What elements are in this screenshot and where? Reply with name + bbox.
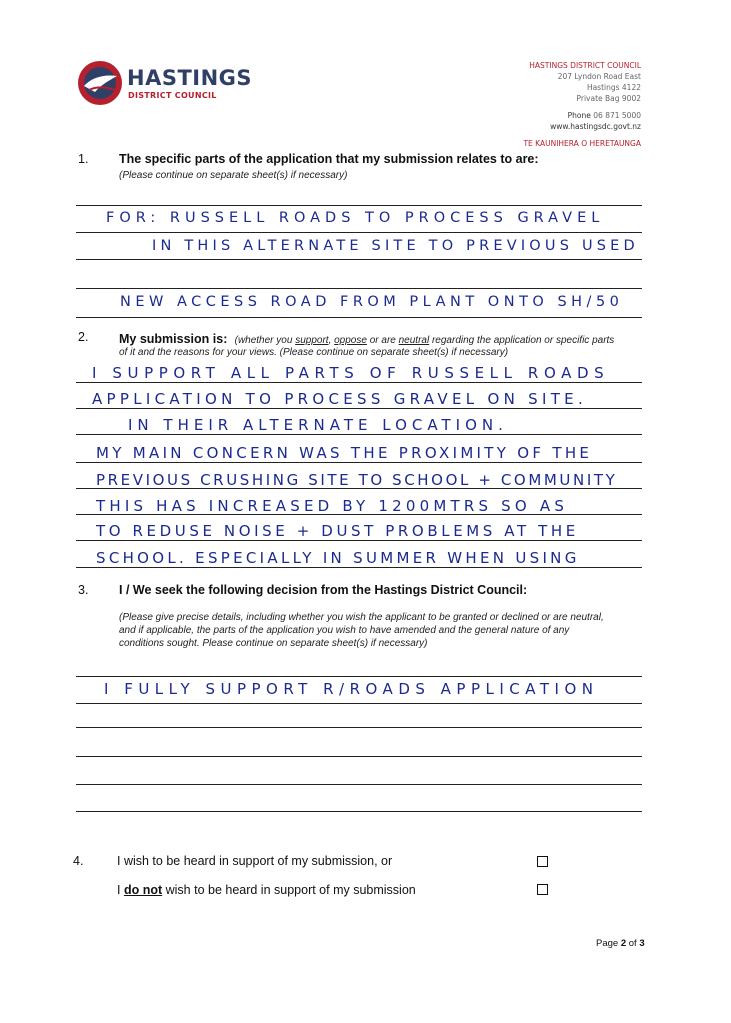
answer-line xyxy=(76,540,642,541)
phone-label: Phone xyxy=(567,111,591,120)
answer-line xyxy=(76,317,642,318)
answer-line xyxy=(76,205,642,206)
q4-option-text: I xyxy=(117,883,124,897)
q4-option-not-heard xyxy=(117,883,416,897)
q3-number: 3. xyxy=(78,583,89,597)
page-total: 3 xyxy=(639,938,645,949)
handwritten-answer: NEW ACCESS ROAD FROM PLANT ONTO SH/50 xyxy=(120,294,624,310)
phone-line xyxy=(470,110,641,121)
council-address-block xyxy=(470,60,641,149)
q3-note-line: conditions sought. Please continue on separate sheet(s) if necessary) xyxy=(119,638,428,649)
not-heard-checkbox[interactable] xyxy=(537,884,548,895)
handwritten-answer: APPLICATION TO PROCESS GRAVEL ON SITE. xyxy=(92,390,588,408)
answer-line xyxy=(76,727,642,728)
q1-number: 1. xyxy=(78,152,89,166)
q3-note xyxy=(119,611,645,650)
handwritten-answer: TO REDUSE NOISE + DUST PROBLEMS AT THE xyxy=(96,522,579,540)
phone-number: 06 871 5000 xyxy=(593,111,641,120)
answer-line xyxy=(76,288,642,289)
q4-option-text: wish to be heard in support of my submission xyxy=(162,883,416,897)
q2-number: 2. xyxy=(78,330,89,344)
q2-note-text: regarding the application or specific parts xyxy=(429,335,615,346)
q2-note-paren: ( xyxy=(234,335,238,346)
website: www.hastingsdc.govt.nz xyxy=(550,122,641,131)
answer-line xyxy=(76,408,642,409)
page-number xyxy=(596,938,645,949)
answer-line xyxy=(76,462,642,463)
handwritten-answer: FOR: RUSSELL ROADS TO PROCESS GRAVEL xyxy=(106,210,605,226)
q3-title: I / We seek the following decision from the Hastings District Council: xyxy=(119,583,528,597)
handwritten-answer: THIS HAS INCREASED BY 1200MTRS SO AS xyxy=(96,497,569,515)
handwritten-answer: PREVIOUS CRUSHING SITE TO SCHOOL + COMMUNITY xyxy=(96,471,618,489)
handwritten-answer: IN THEIR ALTERNATE LOCATION. xyxy=(128,416,508,434)
page-current: 2 xyxy=(620,938,627,949)
logo-name: HASTINGS xyxy=(127,66,253,90)
page-of: of xyxy=(626,938,640,949)
address-line: Private Bag 9002 xyxy=(576,94,641,103)
handwritten-answer: I SUPPORT ALL PARTS OF RUSSELL ROADS xyxy=(92,364,610,382)
address-line: 207 Lyndon Road East xyxy=(557,72,641,81)
answer-line xyxy=(76,784,642,785)
q4-option-emphasis: do not xyxy=(123,883,163,897)
answer-line xyxy=(76,434,642,435)
q4-number: 4. xyxy=(73,854,84,868)
address-line: Hastings 4122 xyxy=(586,83,641,92)
maori-name: TE KAUNIHERA O HERETAUNGA xyxy=(523,139,641,148)
q3-note-line: (Please give precise details, including whether you wish the applicant to be granted or declined or are neutral, xyxy=(119,612,604,623)
q2-note-comma: , xyxy=(328,335,335,346)
handwritten-answer: SCHOOL. ESPECIALLY IN SUMMER WHEN USING xyxy=(96,549,580,567)
council-name: HASTINGS DISTRICT COUNCIL xyxy=(529,61,641,70)
q1-title: The specific parts of the application that my submission relates to are: xyxy=(119,152,539,166)
answer-line xyxy=(76,676,642,677)
q2-title: My submission is: xyxy=(119,332,228,346)
logo-emblem-icon xyxy=(77,60,123,106)
heard-checkbox[interactable] xyxy=(537,856,548,867)
q2-note-neutral: neutral xyxy=(398,335,430,346)
page-prefix: Page xyxy=(596,938,621,949)
handwritten-answer: I FULLY SUPPORT R/ROADS APPLICATION xyxy=(104,680,599,698)
answer-line xyxy=(76,232,642,233)
answer-line xyxy=(76,382,642,383)
q3-note-line: and if applicable, the parts of the application you wish to have amended and the general nature of any xyxy=(119,625,570,636)
q1-note: (Please continue on separate sheet(s) if necessary) xyxy=(119,170,348,181)
q2-note-oppose: oppose xyxy=(334,335,367,346)
q2-note-line2: of it and the reasons for your views. (Please continue on separate sheet(s) if necessary) xyxy=(119,347,509,358)
handwritten-answer: IN THIS ALTERNATE SITE TO PREVIOUS USED xyxy=(152,238,639,254)
q2-note xyxy=(232,335,615,346)
q2-note-text: or are xyxy=(366,335,399,346)
answer-line xyxy=(76,567,642,568)
handwritten-answer: MY MAIN CONCERN WAS THE PROXIMITY OF THE xyxy=(96,444,593,462)
council-logo xyxy=(77,60,253,108)
answer-line xyxy=(76,703,642,704)
q2-note-text: whether you xyxy=(237,335,296,346)
answer-line xyxy=(76,756,642,757)
q2-note-support: support xyxy=(295,335,329,346)
answer-line xyxy=(76,259,642,260)
q4-option-heard: I wish to be heard in support of my submission, or xyxy=(117,854,393,868)
answer-line xyxy=(76,811,642,812)
logo-subtitle: DISTRICT COUNCIL xyxy=(128,91,217,100)
